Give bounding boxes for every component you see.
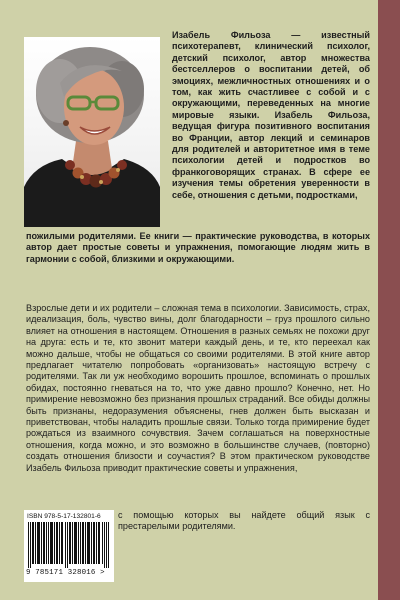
barcode-digits: 9 785171 328016 > bbox=[26, 569, 105, 577]
author-bio-text: Изабель Фильоза — известный психотерапевт, клинический психолог, детский психолог, автор множества бестселлеров о воспитании детей, об эмоциях, межличностных отношениях и о том, как жить счастливее с собой и с окружающими, переведенных на многие мировые языки. Изабель Фильоза, ведущая фигура позитивного воспитания во Франции, автор лекций и семинаров для родителей и авторитетное имя в теме психологии детей и подростков во франкоговорящих странах. В сфере ее изучения темы обретения уверенности в себе, отношения с детьми, подростками, bbox=[172, 30, 370, 200]
book-description-ending: с помощью которых вы найдете общий язык с престарелыми родителями. bbox=[118, 510, 370, 532]
author-bio-continuation: пожилыми родителями. Ее книги — практические руководства, в которых автор дает простые советы и упражнения, помогающие людям жить в гармонии с собой, близкими и окружающими. bbox=[26, 231, 370, 264]
barcode-bars bbox=[28, 522, 110, 568]
author-portrait-illustration bbox=[24, 37, 160, 227]
book-description: Взрослые дети и их родители – сложная тема в психологии. Зависимость, страх, идеализация, боль, чувство вины, долг благодарности – груз прошлого сильно влияет на отношения в настоящем. Отношения в разных семьях не похожи друг на друга: есть и те, кто звонит матери каждый день, и те, кто переехал как можно дальше, чтобы не общаться со своими родителями. В этой книге автор предлагает читателю попробовать «организовать» настоящую встречу с родителями. Так ли уж необходимо ворошить прошлое, вспоминать о прошлых обидах, постоянно гневаться на то, что уже давно прошло? Конечно, нет. Но примирение невозможно без признания прошлых страданий. Все обиды должны быть признаны, недоразумения объяснены, гнев должен быть высказан и приветствован, чтобы наладить прошлые связи. Только тогда примирение будет рождаться из взаимного сочувствия. Зачем соглашаться на поверхностные отношения, когда можно, и это возможно в большинстве случаев, (повторно) создать отношения близости и соучастия? В этом практическом руководстве Изабель Фильоза приводит практические советы и упражнения, bbox=[26, 303, 370, 473]
isbn-barcode bbox=[24, 510, 114, 582]
isbn-label: ISBN 978-5-17-132801-6 bbox=[27, 513, 101, 520]
author-photo bbox=[24, 37, 160, 227]
cover-spine-stripe bbox=[378, 0, 400, 600]
